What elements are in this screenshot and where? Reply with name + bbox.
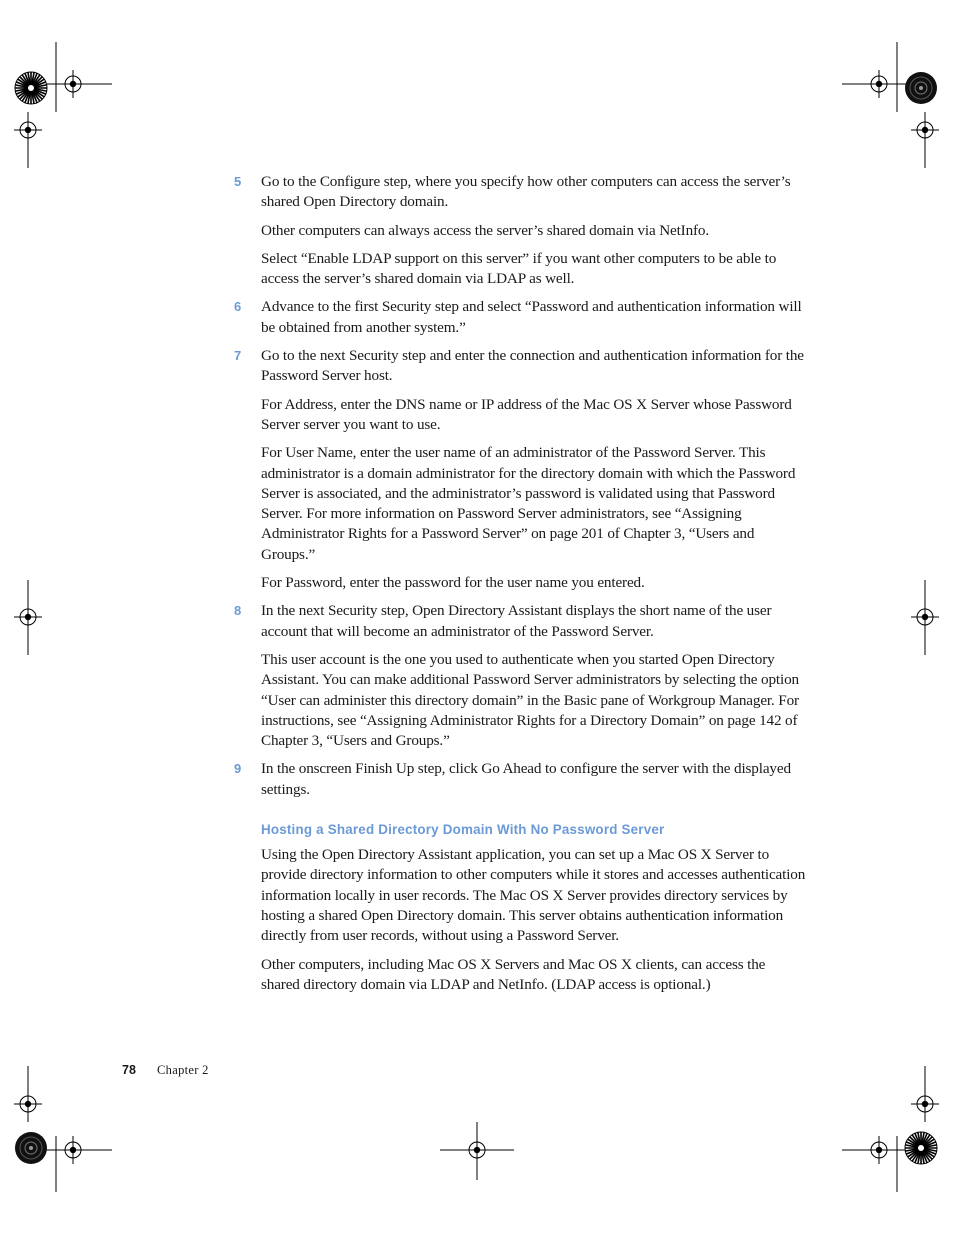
section-heading: Hosting a Shared Directory Domain With No Password Server — [261, 822, 665, 838]
step-5 — [234, 172, 806, 213]
step-5-note-1: Other computers can always access the server’s shared domain via NetInfo. — [261, 221, 710, 239]
section-paragraph: Other computers, including Mac OS X Servers and Mac OS X clients, can access the shared directory domain via LDAP and NetInfo. (LDAP access is optional.) — [261, 955, 766, 993]
step-6 — [234, 297, 806, 338]
page-footer — [122, 1063, 209, 1078]
section-paragraph: Using the Open Directory Assistant application, you can set up a Mac OS X Server to provide directory information to other computers while it stores and accesses authentication information locally in user records. The Mac OS X Server provides directory services by hosting a shared Open Directory domain. This server obtains authentication information directly from user records, without using a Password Server. — [261, 846, 806, 945]
step-7-note-1: For Address, enter the DNS name or IP address of the Mac OS X Server whose Password Server server you want to use. — [261, 395, 792, 433]
step-7-note-3: For Password, enter the password for the user name you entered. — [261, 574, 645, 592]
step-text: Go to the next Security step and enter the connection and authentication information for the Password Server host. — [261, 347, 804, 385]
step-number: 6 — [234, 299, 242, 315]
step-7-note-2: For User Name, enter the user name of an administrator of the Password Server. This administrator is a domain administrator for the directory domain with which the Password Server is associated, and the administrator’s password is validated using that Password Server. For more information on Password Server administrators, see “Assigning Administrator Rights for a Password Server” on page 201 of Chapter 3, “Users and Groups.” — [261, 444, 796, 563]
step-number: 8 — [234, 603, 242, 619]
step-7 — [234, 346, 806, 387]
step-5-note-2: Select “Enable LDAP support on this server” if you want other computers to be able to access the server’s shared domain via LDAP as well. — [261, 249, 777, 288]
step-8-note-1: This user account is the one you used to authenticate when you started Open Directory Assistant. You can make additional Password Server administrators by selecting the option “User can administer this directory domain” in the Basic pane of Workgroup Manager. For instructions, see “Assigning Administrator Rights for a Directory Domain” on page 142 of Chapter 3, “Users and Groups.” — [261, 650, 799, 750]
page-body — [0, 172, 954, 1003]
step-9 — [234, 759, 806, 800]
step-text: In the next Security step, Open Directory Assistant displays the short name of the user account that will become an administrator of the Password Server. — [261, 602, 772, 640]
step-text: Advance to the first Security step and select “Password and authentication information will be obtained from another system.” — [261, 298, 802, 336]
step-number: 7 — [234, 348, 242, 364]
step-text: In the onscreen Finish Up step, click Go Ahead to configure the server with the displayed settings. — [261, 760, 791, 798]
step-number: 9 — [234, 761, 242, 777]
chapter-label: Chapter 2 — [157, 1063, 209, 1077]
step-8 — [234, 601, 806, 642]
step-text: Go to the Configure step, where you specify how other computers can access the server’s shared Open Directory domain. — [261, 173, 791, 211]
page-number: 78 — [122, 1063, 136, 1077]
step-number: 5 — [234, 174, 242, 189]
